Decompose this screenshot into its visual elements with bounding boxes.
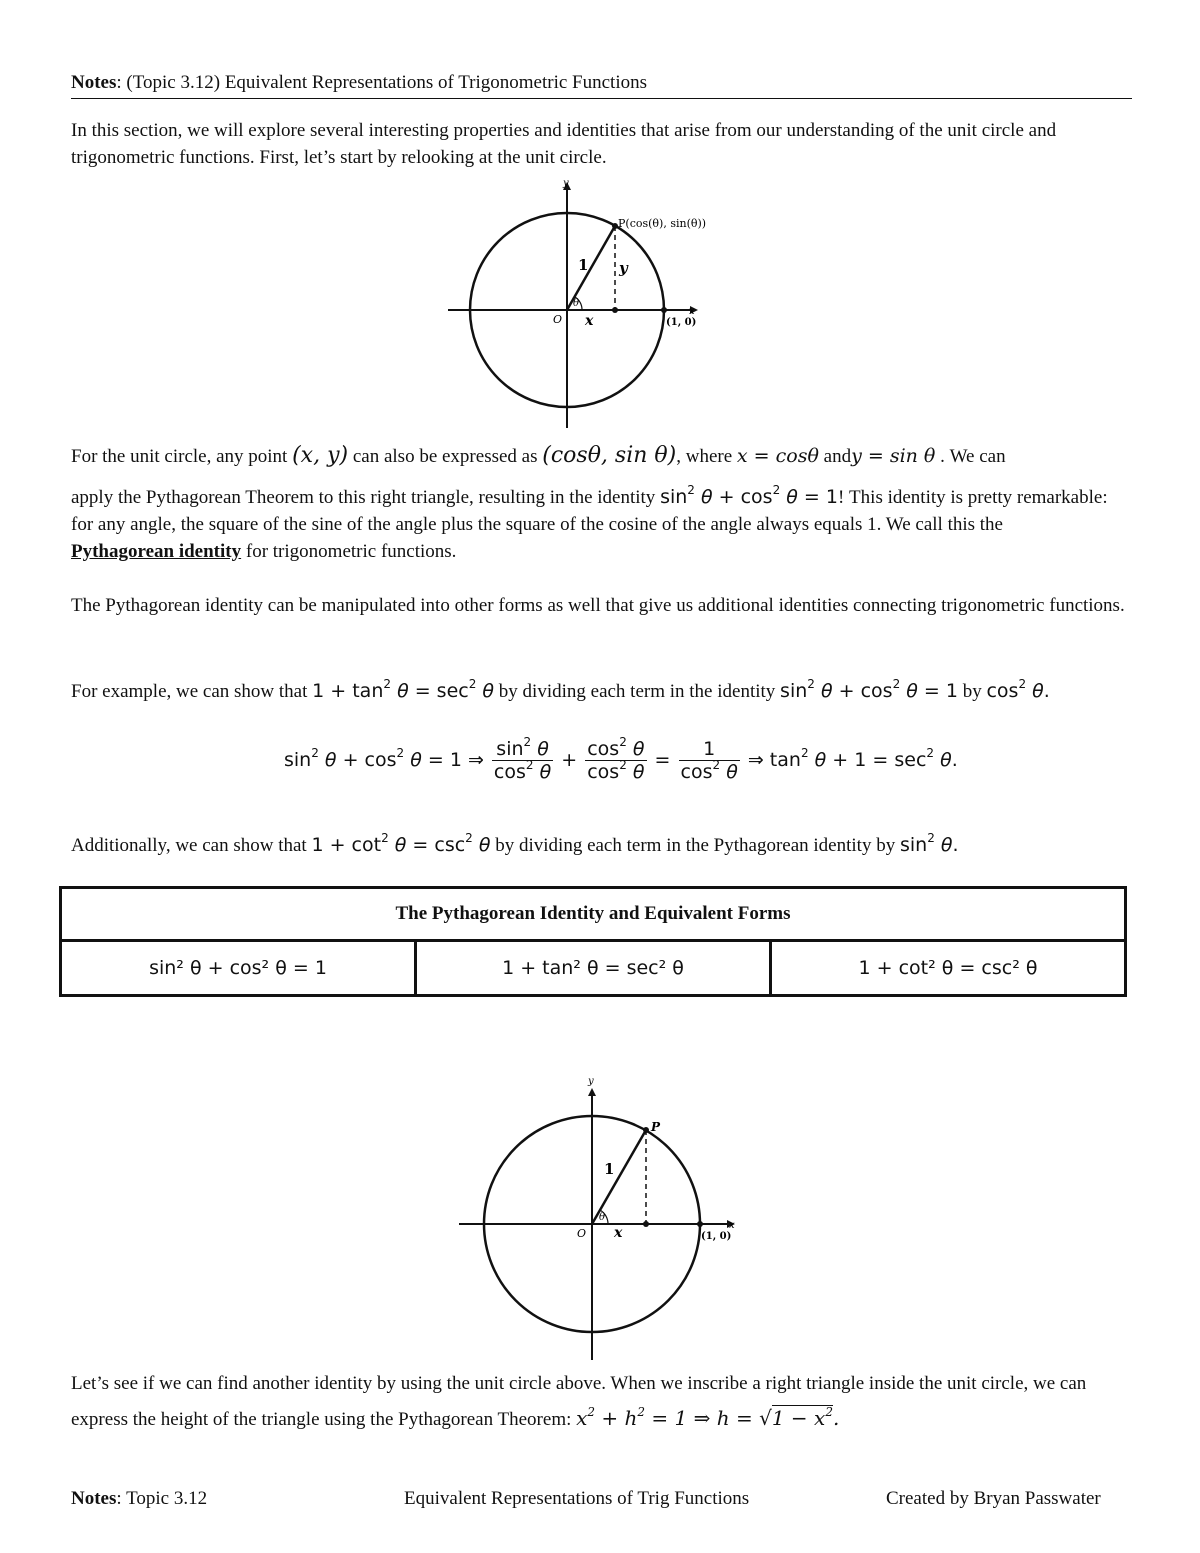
header-rule	[71, 98, 1132, 99]
header-title: : (Topic 3.12) Equivalent Representations of Trigonometric Functions	[116, 72, 647, 93]
leg-y-label: y	[619, 259, 628, 277]
para-example: For example, we can show that $1 + \tan^2 \theta = \sec^2 \theta$ by dividing each term in the identity $\sin^2 \theta + \cos^2 \theta = 1$ by $\cos^2 \theta$.	[71, 677, 1050, 702]
angle-label: θ	[573, 298, 580, 309]
para-height-identity: Let’s see if we can find another identity by using the unit circle above. When we inscribe a right triangle inside the unit circle, we can express the height of the triangle using the Pythagorean Theorem: $x^2 + h^2 = 1$ ⇒ $h = √1 - x^2$.	[71, 1373, 1087, 1430]
footer-topic: : Topic 3.12	[116, 1488, 208, 1509]
page-header	[71, 72, 1131, 94]
para2-text-c: , where	[676, 446, 733, 467]
para2-and: and	[823, 446, 852, 467]
origin-label: O	[577, 1227, 587, 1240]
angle-label: θ	[599, 1212, 606, 1223]
para2-line4: Pythagorean identity for trigonometric functions.	[71, 541, 457, 562]
point-p-label: P(cos(θ), sin(θ))	[618, 217, 707, 230]
para5-text-a: Additionally, we can show that	[71, 835, 307, 856]
table-cell-tan-sec: 1 + tan² θ = sec² θ	[416, 941, 771, 996]
para4-text-b: by dividing each term in the identity	[498, 681, 776, 702]
point-cos-sin: (cosθ, sin θ)	[542, 443, 677, 468]
unit-circle-figure-1	[440, 176, 730, 432]
pythagorean-identity-term: Pythagorean identity	[71, 541, 242, 562]
para5-text-b: by dividing each term in the Pythagorean identity by	[495, 835, 896, 856]
hyp-label: 1	[604, 1160, 615, 1178]
foot-point	[612, 307, 618, 313]
x-axis-label: x	[729, 1220, 735, 1231]
point-xy: (x, y)	[292, 443, 349, 468]
para-unit-circle-point: For the unit circle, any point (x, y) can also be expressed as (cosθ, sin θ), where x = cosθ andy = sin θ . We can	[71, 443, 1006, 468]
table-cell-pythagorean: sin² θ + cos² θ = 1	[61, 941, 416, 996]
unit-point-label: (1, 0)	[701, 1231, 732, 1242]
unit-point	[697, 1221, 703, 1227]
footer-notes-label: Notes	[71, 1488, 117, 1509]
table-cell-cot-csc: 1 + cot² θ = csc² θ	[771, 941, 1126, 996]
point-p	[643, 1127, 649, 1133]
unit-circle-figure-2	[455, 1074, 745, 1364]
footer-center: Equivalent Representations of Trig Functions	[404, 1488, 750, 1509]
para6-text: Let’s see if we can find another identity by using the unit circle above. When we inscribe a right triangle inside the unit circle, we can express the height of the triangle using the Pythagorean Theorem:	[71, 1373, 1087, 1430]
eq-x-cos: x = cosθ	[736, 445, 819, 467]
para4-text-c: by	[962, 681, 982, 702]
x-axis-label: x	[689, 306, 695, 317]
leg-x-label: x	[614, 1225, 623, 1241]
point-p-label: P	[651, 1120, 661, 1134]
intro-paragraph: In this section, we will explore several interesting properties and identities that arise from our understanding of the unit circle and trigonometric functions. First, let’s start by relooking at the unit circle.	[71, 120, 1057, 168]
foot-point	[643, 1221, 649, 1227]
para-manipulate: The Pythagorean identity can be manipulated into other forms as well that give us additional identities connecting trigonometric functions.	[71, 595, 1125, 616]
y-axis-arrow-icon	[588, 1088, 596, 1096]
footer-left	[71, 1488, 207, 1510]
table-title: The Pythagorean Identity and Equivalent Forms	[61, 888, 1126, 941]
unit-point	[661, 307, 667, 313]
identity-table	[59, 886, 1127, 997]
y-axis-label: y	[563, 178, 569, 189]
para2-text-a: For the unit circle, any point	[71, 446, 288, 467]
derivation-equation: $\sin^2 \theta + \cos^2 \theta = 1$ ⇒ $\frac{\sin^2 \theta}{\cos^2 \theta}$ + $\frac{\cos^2 \theta}{\cos^2 \theta}$ = $\frac{1}{\cos^2 \theta}$ ⇒ $\tan^2 \theta + 1 = \sec^2 \theta$.	[284, 735, 958, 783]
para-additionally: Additionally, we can show that $1 + \cot^2 \theta = \csc^2 \theta$ by dividing each term in the Pythagorean identity by $\sin^2 \theta$.	[71, 831, 959, 856]
eq-y-sin: y = sin θ	[851, 445, 936, 467]
para2-line2: apply the Pythagorean Theorem to this right triangle, resulting in the identity $\sin^2 \theta + \cos^2 \theta = 1$! This identity is pretty remarkable: for any angle, the square of the sine of the angle plus the square of the cosine of the angle always equals 1. We call this the	[71, 483, 1108, 535]
leg-x-label: x	[585, 313, 594, 329]
footer-right: Created by Bryan Passwater	[886, 1488, 1101, 1509]
para2-text-b: can also be expressed as	[352, 446, 538, 467]
hyp-label: 1	[578, 256, 589, 274]
y-axis-label: y	[588, 1076, 594, 1087]
unit-point-label: (1, 0)	[666, 317, 697, 328]
notes-label: Notes	[71, 72, 117, 93]
origin-label: O	[553, 313, 563, 326]
para4-text-a: For example, we can show that	[71, 681, 308, 702]
para2-text-e: ! This identity is pretty remarkable: for any angle, the square of the sine of the angle plus the square of the cosine of the angle always equals 1. We call this the	[71, 487, 1108, 535]
